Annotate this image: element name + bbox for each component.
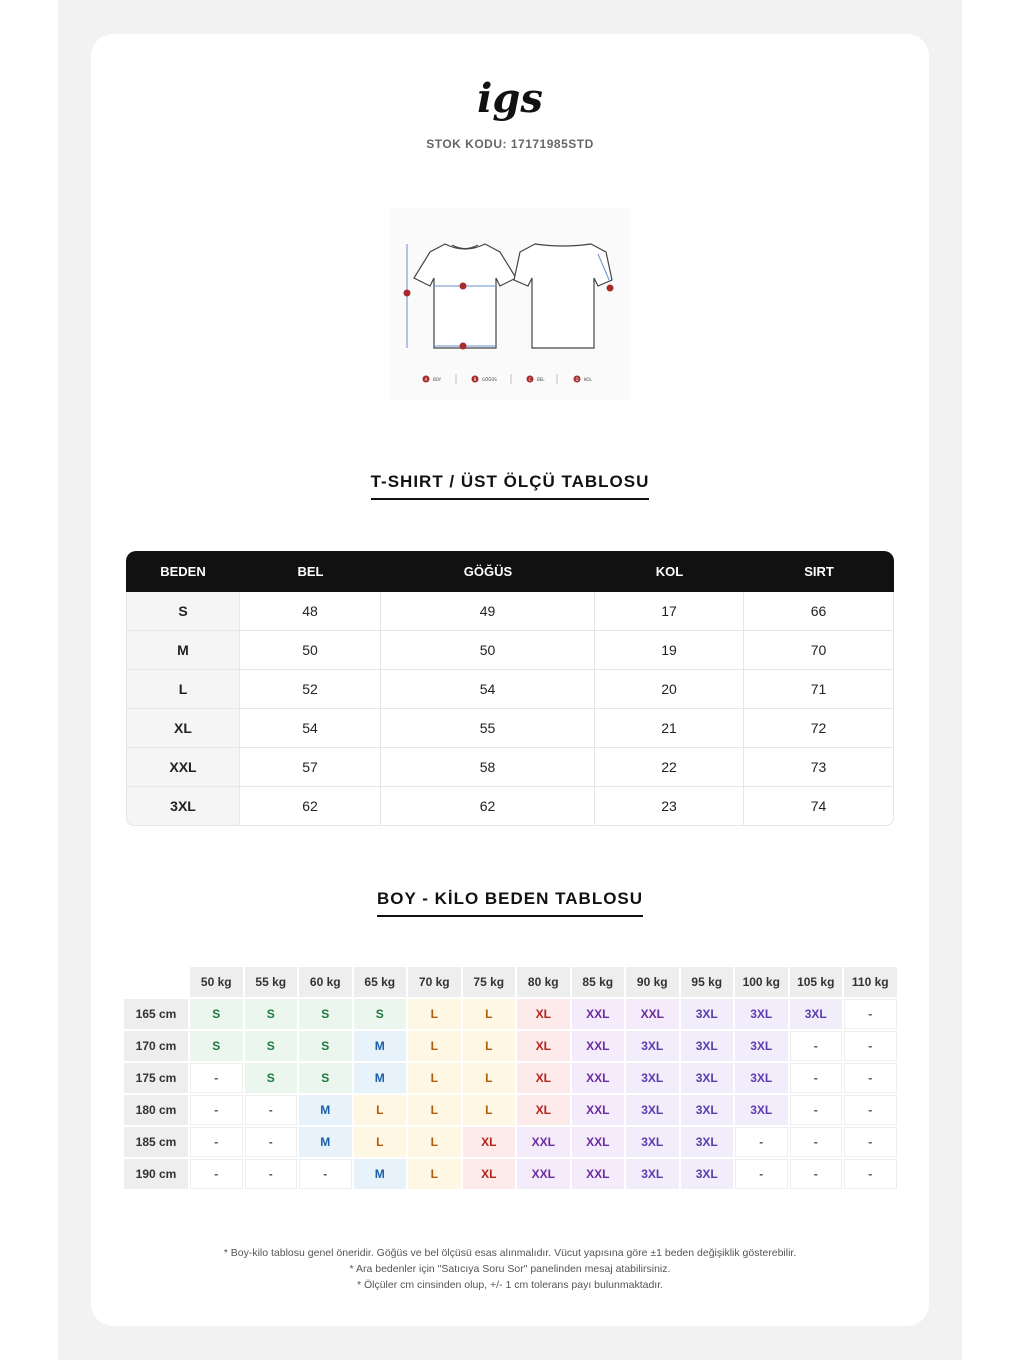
size-cell: XXL: [626, 999, 679, 1029]
svg-text:BEL: BEL: [537, 377, 545, 382]
measure-cell: 72: [744, 709, 894, 748]
height-label: 165 cm: [124, 999, 188, 1029]
size-cell: -: [844, 1031, 897, 1061]
weight-header: 55 kg: [245, 967, 298, 997]
weight-header: 110 kg: [844, 967, 897, 997]
size-cell: S: [190, 999, 243, 1029]
table-row: [126, 709, 894, 748]
weight-header: 90 kg: [626, 967, 679, 997]
table-row: [126, 748, 894, 787]
size-cell: 3XL: [626, 1095, 679, 1125]
size-cell: XXL: [572, 1127, 625, 1157]
size-cell: -: [299, 1159, 352, 1189]
measure-cell: 50: [240, 631, 381, 670]
measure-cell: 17: [595, 592, 744, 631]
size-label-cell: S: [126, 592, 240, 631]
size-cell: XXL: [517, 1127, 570, 1157]
size-cell: -: [735, 1159, 788, 1189]
size-cell: -: [190, 1127, 243, 1157]
size-cell: L: [408, 1095, 461, 1125]
size-cell: 3XL: [681, 999, 734, 1029]
size-cell: -: [844, 1063, 897, 1093]
col-kol: KOL: [595, 551, 744, 592]
svg-text:KOL: KOL: [584, 377, 592, 382]
measure-cell: 50: [381, 631, 595, 670]
size-label-cell: XL: [126, 709, 240, 748]
weight-header: 65 kg: [354, 967, 407, 997]
measure-cell: 22: [595, 748, 744, 787]
size-cell: XL: [517, 1095, 570, 1125]
measure-cell: 21: [595, 709, 744, 748]
table-row: [126, 787, 894, 826]
measure-cell: 71: [744, 670, 894, 709]
size-cell: -: [844, 1095, 897, 1125]
size-cell: XXL: [572, 1095, 625, 1125]
size-cell: XL: [463, 1127, 516, 1157]
size-cell: -: [790, 1063, 843, 1093]
size-cell: S: [354, 999, 407, 1029]
svg-text:GÖĞÜS: GÖĞÜS: [482, 377, 497, 382]
size-label-cell: M: [126, 631, 240, 670]
size-cell: XXL: [517, 1159, 570, 1189]
size-label-cell: L: [126, 670, 240, 709]
weight-header: 80 kg: [517, 967, 570, 997]
size-cell: M: [354, 1031, 407, 1061]
height-label: 185 cm: [124, 1127, 188, 1157]
brand-logo: [0, 70, 1020, 135]
size-cell: -: [735, 1127, 788, 1157]
size-cell: 3XL: [681, 1095, 734, 1125]
boy-kilo-table: [124, 967, 897, 1189]
size-cell: L: [408, 999, 461, 1029]
col-gogus: GÖĞÜS: [381, 551, 595, 592]
size-cell: 3XL: [735, 999, 788, 1029]
size-cell: L: [463, 999, 516, 1029]
size-cell: L: [463, 1031, 516, 1061]
measure-cell: 54: [240, 709, 381, 748]
size-cell: L: [408, 1127, 461, 1157]
size-table-title: T-SHIRT / ÜST ÖLÇÜ TABLOSU: [371, 472, 650, 500]
size-cell: 3XL: [681, 1031, 734, 1061]
measure-cell: 55: [381, 709, 595, 748]
size-cell: XXL: [572, 1159, 625, 1189]
size-cell: S: [190, 1031, 243, 1061]
size-cell: 3XL: [626, 1127, 679, 1157]
note-3: * Ölçüler cm cinsinden olup, +/- 1 cm tolerans payı bulunmaktadır.: [356, 1279, 664, 1291]
size-cell: L: [408, 1031, 461, 1061]
size-cell: S: [299, 999, 352, 1029]
table-row: [126, 592, 894, 631]
weight-header: 75 kg: [463, 967, 516, 997]
weight-header: 105 kg: [790, 967, 843, 997]
weight-header: 50 kg: [190, 967, 243, 997]
size-cell: XL: [517, 1063, 570, 1093]
size-table-header-row: [126, 551, 894, 592]
size-cell: 3XL: [626, 1031, 679, 1061]
size-cell: -: [245, 1127, 298, 1157]
size-cell: L: [463, 1095, 516, 1125]
height-label: 170 cm: [124, 1031, 188, 1061]
weight-header: 85 kg: [572, 967, 625, 997]
size-cell: 3XL: [735, 1031, 788, 1061]
svg-text:A: A: [424, 377, 428, 382]
size-cell: S: [245, 1031, 298, 1061]
table-row: [126, 670, 894, 709]
svg-text:C: C: [528, 377, 532, 382]
size-cell: 3XL: [626, 1063, 679, 1093]
stock-code: STOK KODU: 17171985STD: [426, 137, 594, 151]
size-cell: 3XL: [626, 1159, 679, 1189]
size-cell: 3XL: [681, 1063, 734, 1093]
size-cell: -: [245, 1095, 298, 1125]
measure-cell: 73: [744, 748, 894, 787]
measure-cell: 23: [595, 787, 744, 826]
size-cell: L: [408, 1159, 461, 1189]
height-label: 180 cm: [124, 1095, 188, 1125]
boy-kilo-title: BOY - KİLO BEDEN TABLOSU: [377, 889, 643, 917]
size-cell: S: [299, 1031, 352, 1061]
size-cell: -: [790, 1159, 843, 1189]
measure-cell: 62: [381, 787, 595, 826]
measure-cell: 74: [744, 787, 894, 826]
measure-cell: 58: [381, 748, 595, 787]
weight-header: 100 kg: [735, 967, 788, 997]
size-cell: -: [844, 1127, 897, 1157]
table-row: [126, 631, 894, 670]
size-table: [126, 551, 894, 826]
footnotes: [0, 1245, 1020, 1293]
size-cell: L: [354, 1095, 407, 1125]
measure-cell: 19: [595, 631, 744, 670]
size-cell: -: [790, 1127, 843, 1157]
size-cell: -: [245, 1159, 298, 1189]
size-cell: 3XL: [735, 1063, 788, 1093]
weight-header: 60 kg: [299, 967, 352, 997]
measure-cell: 70: [744, 631, 894, 670]
tshirt-measure-diagram: [390, 208, 630, 400]
size-cell: M: [354, 1159, 407, 1189]
size-cell: L: [354, 1127, 407, 1157]
grid-corner: [124, 967, 188, 997]
size-cell: L: [463, 1063, 516, 1093]
size-cell: -: [190, 1159, 243, 1189]
svg-text:B: B: [473, 377, 477, 382]
size-cell: M: [354, 1063, 407, 1093]
measure-cell: 48: [240, 592, 381, 631]
size-cell: S: [245, 1063, 298, 1093]
weight-header: 95 kg: [681, 967, 734, 997]
boy-kilo-heading: [0, 889, 1020, 917]
svg-text:BOY: BOY: [433, 377, 442, 382]
size-cell: S: [245, 999, 298, 1029]
height-label: 190 cm: [124, 1159, 188, 1189]
size-cell: L: [408, 1063, 461, 1093]
note-1: * Boy-kilo tablosu genel öneridir. Göğüs ve bel ölçüsü esas alınmalıdır. Vücut yapısına göre ±1 beden değişiklik gösterebilir.: [223, 1247, 797, 1259]
size-cell: -: [790, 1095, 843, 1125]
size-cell: M: [299, 1127, 352, 1157]
col-sirt: SIRT: [744, 551, 894, 592]
measure-cell: 57: [240, 748, 381, 787]
size-label-cell: 3XL: [126, 787, 240, 826]
size-cell: -: [844, 999, 897, 1029]
size-cell: XXL: [572, 1063, 625, 1093]
measure-cell: 62: [240, 787, 381, 826]
size-cell: XL: [463, 1159, 516, 1189]
size-cell: XL: [517, 1031, 570, 1061]
size-cell: -: [844, 1159, 897, 1189]
svg-text:D: D: [575, 377, 579, 382]
logo-text: igs: [477, 75, 543, 122]
measure-cell: 54: [381, 670, 595, 709]
height-label: 175 cm: [124, 1063, 188, 1093]
size-label-cell: XXL: [126, 748, 240, 787]
col-beden: BEDEN: [126, 551, 240, 592]
weight-header: 70 kg: [408, 967, 461, 997]
measure-cell: 20: [595, 670, 744, 709]
measure-cell: 52: [240, 670, 381, 709]
measure-cell: 49: [381, 592, 595, 631]
size-cell: -: [190, 1095, 243, 1125]
note-2: * Ara bedenler için "Satıcıya Soru Sor" panelinden mesaj atabilirsiniz.: [349, 1263, 671, 1275]
size-cell: M: [299, 1095, 352, 1125]
size-cell: S: [299, 1063, 352, 1093]
size-cell: -: [190, 1063, 243, 1093]
size-cell: -: [790, 1031, 843, 1061]
size-cell: XL: [517, 999, 570, 1029]
col-bel: BEL: [240, 551, 381, 592]
size-cell: 3XL: [681, 1159, 734, 1189]
size-table-heading: [0, 472, 1020, 500]
size-cell: 3XL: [790, 999, 843, 1029]
size-cell: 3XL: [681, 1127, 734, 1157]
measure-cell: 66: [744, 592, 894, 631]
size-cell: 3XL: [735, 1095, 788, 1125]
size-cell: XXL: [572, 999, 625, 1029]
size-cell: XXL: [572, 1031, 625, 1061]
